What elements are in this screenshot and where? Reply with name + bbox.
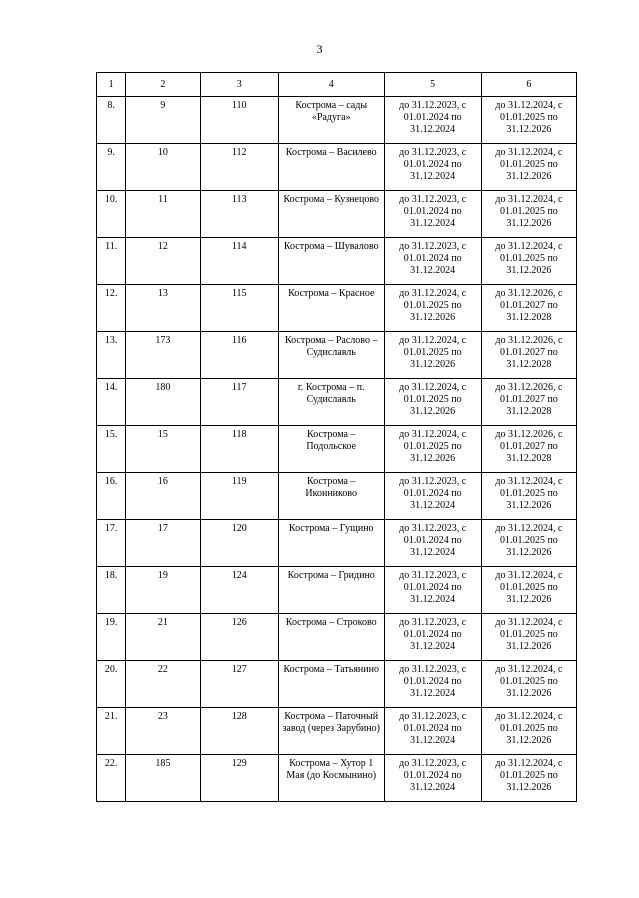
table-row: [97, 661, 577, 708]
route-number-cell: 120: [200, 520, 278, 567]
route-name-cell: Кострома – Иконниково: [278, 473, 384, 520]
col-2-cell: 19: [126, 567, 200, 614]
period-col-6-cell: до 31.12.2024, с 01.01.2025 по 31.12.2026: [481, 97, 576, 144]
route-number-cell: 128: [200, 708, 278, 755]
col-2-cell: 10: [126, 144, 200, 191]
period-col-6-cell: до 31.12.2024, с 01.01.2025 по 31.12.2026: [481, 238, 576, 285]
period-col-5-cell: до 31.12.2024, с 01.01.2025 по 31.12.2026: [384, 332, 481, 379]
period-col-5-cell: до 31.12.2024, с 01.01.2025 по 31.12.2026: [384, 379, 481, 426]
period-col-5-cell: до 31.12.2023, с 01.01.2024 по 31.12.2024: [384, 520, 481, 567]
route-number-cell: 129: [200, 755, 278, 802]
route-name-cell: Кострома – Паточный завод (через Зарубино): [278, 708, 384, 755]
period-col-6-cell: до 31.12.2026, с 01.01.2027 по 31.12.2028: [481, 285, 576, 332]
route-number-cell: 119: [200, 473, 278, 520]
row-number-cell: 16.: [97, 473, 126, 520]
table-row: [97, 708, 577, 755]
route-number-cell: 127: [200, 661, 278, 708]
row-number-cell: 17.: [97, 520, 126, 567]
row-number-cell: 18.: [97, 567, 126, 614]
route-name-cell: Кострома – Гущино: [278, 520, 384, 567]
table-row: [97, 191, 577, 238]
period-col-6-cell: до 31.12.2024, с 01.01.2025 по 31.12.2026: [481, 144, 576, 191]
route-name-cell: Кострома – Шувалово: [278, 238, 384, 285]
period-col-5-cell: до 31.12.2024, с 01.01.2025 по 31.12.2026: [384, 285, 481, 332]
col-2-cell: 21: [126, 614, 200, 661]
period-col-6-cell: до 31.12.2024, с 01.01.2025 по 31.12.2026: [481, 614, 576, 661]
row-number-cell: 12.: [97, 285, 126, 332]
table-body: [97, 97, 577, 802]
table-row: [97, 614, 577, 661]
route-number-cell: 115: [200, 285, 278, 332]
route-name-cell: Кострома – Василево: [278, 144, 384, 191]
period-col-6-cell: до 31.12.2024, с 01.01.2025 по 31.12.2026: [481, 191, 576, 238]
table-row: [97, 332, 577, 379]
period-col-6-cell: до 31.12.2024, с 01.01.2025 по 31.12.2026: [481, 661, 576, 708]
header-row: [97, 73, 577, 97]
header-col-6: 6: [481, 73, 576, 97]
row-number-cell: 20.: [97, 661, 126, 708]
table-row: [97, 426, 577, 473]
route-name-cell: Кострома – Раслово – Судиславль: [278, 332, 384, 379]
period-col-5-cell: до 31.12.2023, с 01.01.2024 по 31.12.2024: [384, 97, 481, 144]
route-name-cell: Кострома – Хутор 1 Мая (до Космынино): [278, 755, 384, 802]
col-2-cell: 185: [126, 755, 200, 802]
period-col-5-cell: до 31.12.2023, с 01.01.2024 по 31.12.2024: [384, 191, 481, 238]
col-2-cell: 16: [126, 473, 200, 520]
table-header: [97, 73, 577, 97]
route-number-cell: 110: [200, 97, 278, 144]
period-col-6-cell: до 31.12.2024, с 01.01.2025 по 31.12.2026: [481, 567, 576, 614]
table-row: [97, 567, 577, 614]
col-2-cell: 180: [126, 379, 200, 426]
row-number-cell: 15.: [97, 426, 126, 473]
period-col-5-cell: до 31.12.2023, с 01.01.2024 по 31.12.2024: [384, 708, 481, 755]
period-col-5-cell: до 31.12.2023, с 01.01.2024 по 31.12.2024: [384, 238, 481, 285]
col-2-cell: 23: [126, 708, 200, 755]
routes-table: [96, 72, 577, 802]
table-row: [97, 285, 577, 332]
col-2-cell: 15: [126, 426, 200, 473]
col-2-cell: 11: [126, 191, 200, 238]
period-col-5-cell: до 31.12.2023, с 01.01.2024 по 31.12.2024: [384, 661, 481, 708]
period-col-6-cell: до 31.12.2024, с 01.01.2025 по 31.12.2026: [481, 708, 576, 755]
row-number-cell: 13.: [97, 332, 126, 379]
col-2-cell: 12: [126, 238, 200, 285]
route-name-cell: г. Кострома – п. Судиславль: [278, 379, 384, 426]
row-number-cell: 8.: [97, 97, 126, 144]
period-col-5-cell: до 31.12.2023, с 01.01.2024 по 31.12.2024: [384, 614, 481, 661]
row-number-cell: 10.: [97, 191, 126, 238]
period-col-6-cell: до 31.12.2024, с 01.01.2025 по 31.12.2026: [481, 473, 576, 520]
route-name-cell: Кострома – Подольское: [278, 426, 384, 473]
table-row: [97, 97, 577, 144]
route-name-cell: Кострома – Кузнецово: [278, 191, 384, 238]
route-name-cell: Кострома – Татьянино: [278, 661, 384, 708]
route-number-cell: 116: [200, 332, 278, 379]
col-2-cell: 173: [126, 332, 200, 379]
row-number-cell: 21.: [97, 708, 126, 755]
row-number-cell: 22.: [97, 755, 126, 802]
period-col-5-cell: до 31.12.2023, с 01.01.2024 по 31.12.2024: [384, 144, 481, 191]
route-number-cell: 117: [200, 379, 278, 426]
period-col-5-cell: до 31.12.2023, с 01.01.2024 по 31.12.2024: [384, 755, 481, 802]
page-number: 3: [316, 42, 323, 56]
table-row: [97, 520, 577, 567]
route-number-cell: 114: [200, 238, 278, 285]
row-number-cell: 19.: [97, 614, 126, 661]
route-number-cell: 124: [200, 567, 278, 614]
route-name-cell: Кострома – сады «Радуга»: [278, 97, 384, 144]
period-col-5-cell: до 31.12.2023, с 01.01.2024 по 31.12.2024: [384, 473, 481, 520]
route-number-cell: 126: [200, 614, 278, 661]
header-col-1: 1: [97, 73, 126, 97]
route-name-cell: Кострома – Красное: [278, 285, 384, 332]
table-row: [97, 379, 577, 426]
period-col-6-cell: до 31.12.2026, с 01.01.2027 по 31.12.2028: [481, 426, 576, 473]
table-row: [97, 755, 577, 802]
table-row: [97, 473, 577, 520]
col-2-cell: 9: [126, 97, 200, 144]
period-col-5-cell: до 31.12.2023, с 01.01.2024 по 31.12.2024: [384, 567, 481, 614]
header-col-4: 4: [278, 73, 384, 97]
route-number-cell: 113: [200, 191, 278, 238]
period-col-5-cell: до 31.12.2024, с 01.01.2025 по 31.12.2026: [384, 426, 481, 473]
table-row: [97, 238, 577, 285]
route-name-cell: Кострома – Строково: [278, 614, 384, 661]
route-number-cell: 118: [200, 426, 278, 473]
period-col-6-cell: до 31.12.2026, с 01.01.2027 по 31.12.2028: [481, 379, 576, 426]
period-col-6-cell: до 31.12.2024, с 01.01.2025 по 31.12.2026: [481, 520, 576, 567]
route-number-cell: 112: [200, 144, 278, 191]
col-2-cell: 22: [126, 661, 200, 708]
header-col-5: 5: [384, 73, 481, 97]
period-col-6-cell: до 31.12.2026, с 01.01.2027 по 31.12.2028: [481, 332, 576, 379]
period-col-6-cell: до 31.12.2024, с 01.01.2025 по 31.12.2026: [481, 755, 576, 802]
table-row: [97, 144, 577, 191]
row-number-cell: 14.: [97, 379, 126, 426]
row-number-cell: 11.: [97, 238, 126, 285]
col-2-cell: 17: [126, 520, 200, 567]
header-col-2: 2: [126, 73, 200, 97]
header-col-3: 3: [200, 73, 278, 97]
row-number-cell: 9.: [97, 144, 126, 191]
route-name-cell: Кострома – Гридино: [278, 567, 384, 614]
col-2-cell: 13: [126, 285, 200, 332]
